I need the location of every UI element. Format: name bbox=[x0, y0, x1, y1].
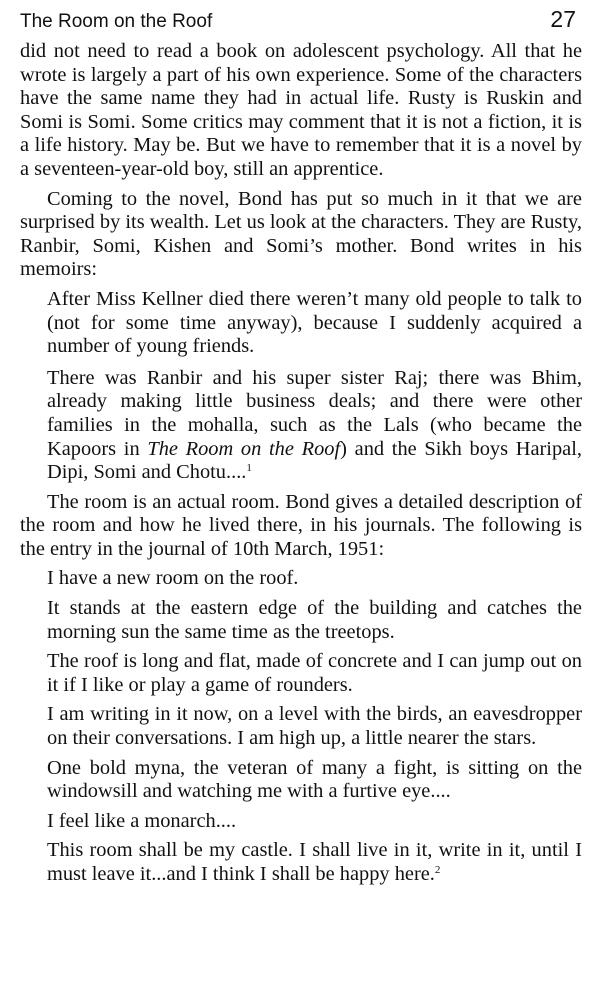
memoir-quote-2-text: There was Ranbir and his super sister Raj; there was Bhim, already making little business deals; and there were other families in the mohalla, such as the Lals (who became the Kapoors in bbox=[47, 366, 582, 460]
journal-line-5: One bold myna, the veteran of many a fight, is sitting on the windowsill and watching me with a furtive eye.... bbox=[47, 756, 582, 803]
memoir-quote-2-text-end: ) and the Sikh boys Haripal, Dipi, Somi and Chotu.... bbox=[47, 437, 582, 484]
journal-line-2: It stands at the eastern edge of the building and catches the morning sun the same time as the treetops. bbox=[47, 597, 582, 643]
memoir-quote-2 bbox=[47, 367, 582, 485]
book-title: The Room on the Roof bbox=[147, 437, 341, 460]
page-number: 27 bbox=[550, 6, 576, 32]
journal-line-7-text: This room shall be my castle. I shall live in it, write in it, until I must leave it...and I think I shall be happy here. bbox=[47, 839, 582, 885]
journal-line-7 bbox=[47, 839, 582, 886]
journal-line-6: I feel like a monarch.... bbox=[47, 809, 237, 832]
paragraph-room: The room is an actual room. Bond gives a detailed description of the room and how he lived there, in his journals. The following is the entry in the journal of 10th March, 1951: bbox=[20, 490, 582, 560]
running-header bbox=[20, 6, 582, 40]
journal-line-1: I have a new room on the roof. bbox=[47, 567, 299, 590]
running-title: The Room on the Roof bbox=[20, 11, 213, 32]
paragraph-continued: did not need to read a book on adolescent psychology. All that he wrote is largely a part of his own experience. Some of the characters have the same name they had in actual life. Rusty is Ruskin and Somi is Somi. Some critics may comment that it is not a fiction, it is a life history. May be. But we have to remember that it is a novel by a seventeen-year-old boy, still an apprentice. bbox=[20, 40, 582, 180]
journal-line-3: The roof is long and flat, made of concrete and I can jump out on it if I like or play a game of rounders. bbox=[47, 650, 582, 696]
footnote-marker-1: 1 bbox=[246, 462, 252, 475]
memoir-quote-1: After Miss Kellner died there weren’t many old people to talk to (not for some time anyway), because I suddenly acquired a number of young friends. bbox=[47, 287, 582, 358]
footnote-marker-2: 2 bbox=[434, 864, 441, 876]
journal-line-4: I am writing in it now, on a level with the birds, an eavesdropper on their conversations. I am high up, a little nearer the stars. bbox=[47, 703, 582, 750]
paragraph-characters: Coming to the novel, Bond has put so much in it that we are surprised by its wealth. Let us look at the characters. They are Rusty, Ranbir, Somi, Kishen and Somi’s mother. Bond writes in his memoirs: bbox=[20, 187, 582, 281]
body-text bbox=[20, 40, 582, 887]
